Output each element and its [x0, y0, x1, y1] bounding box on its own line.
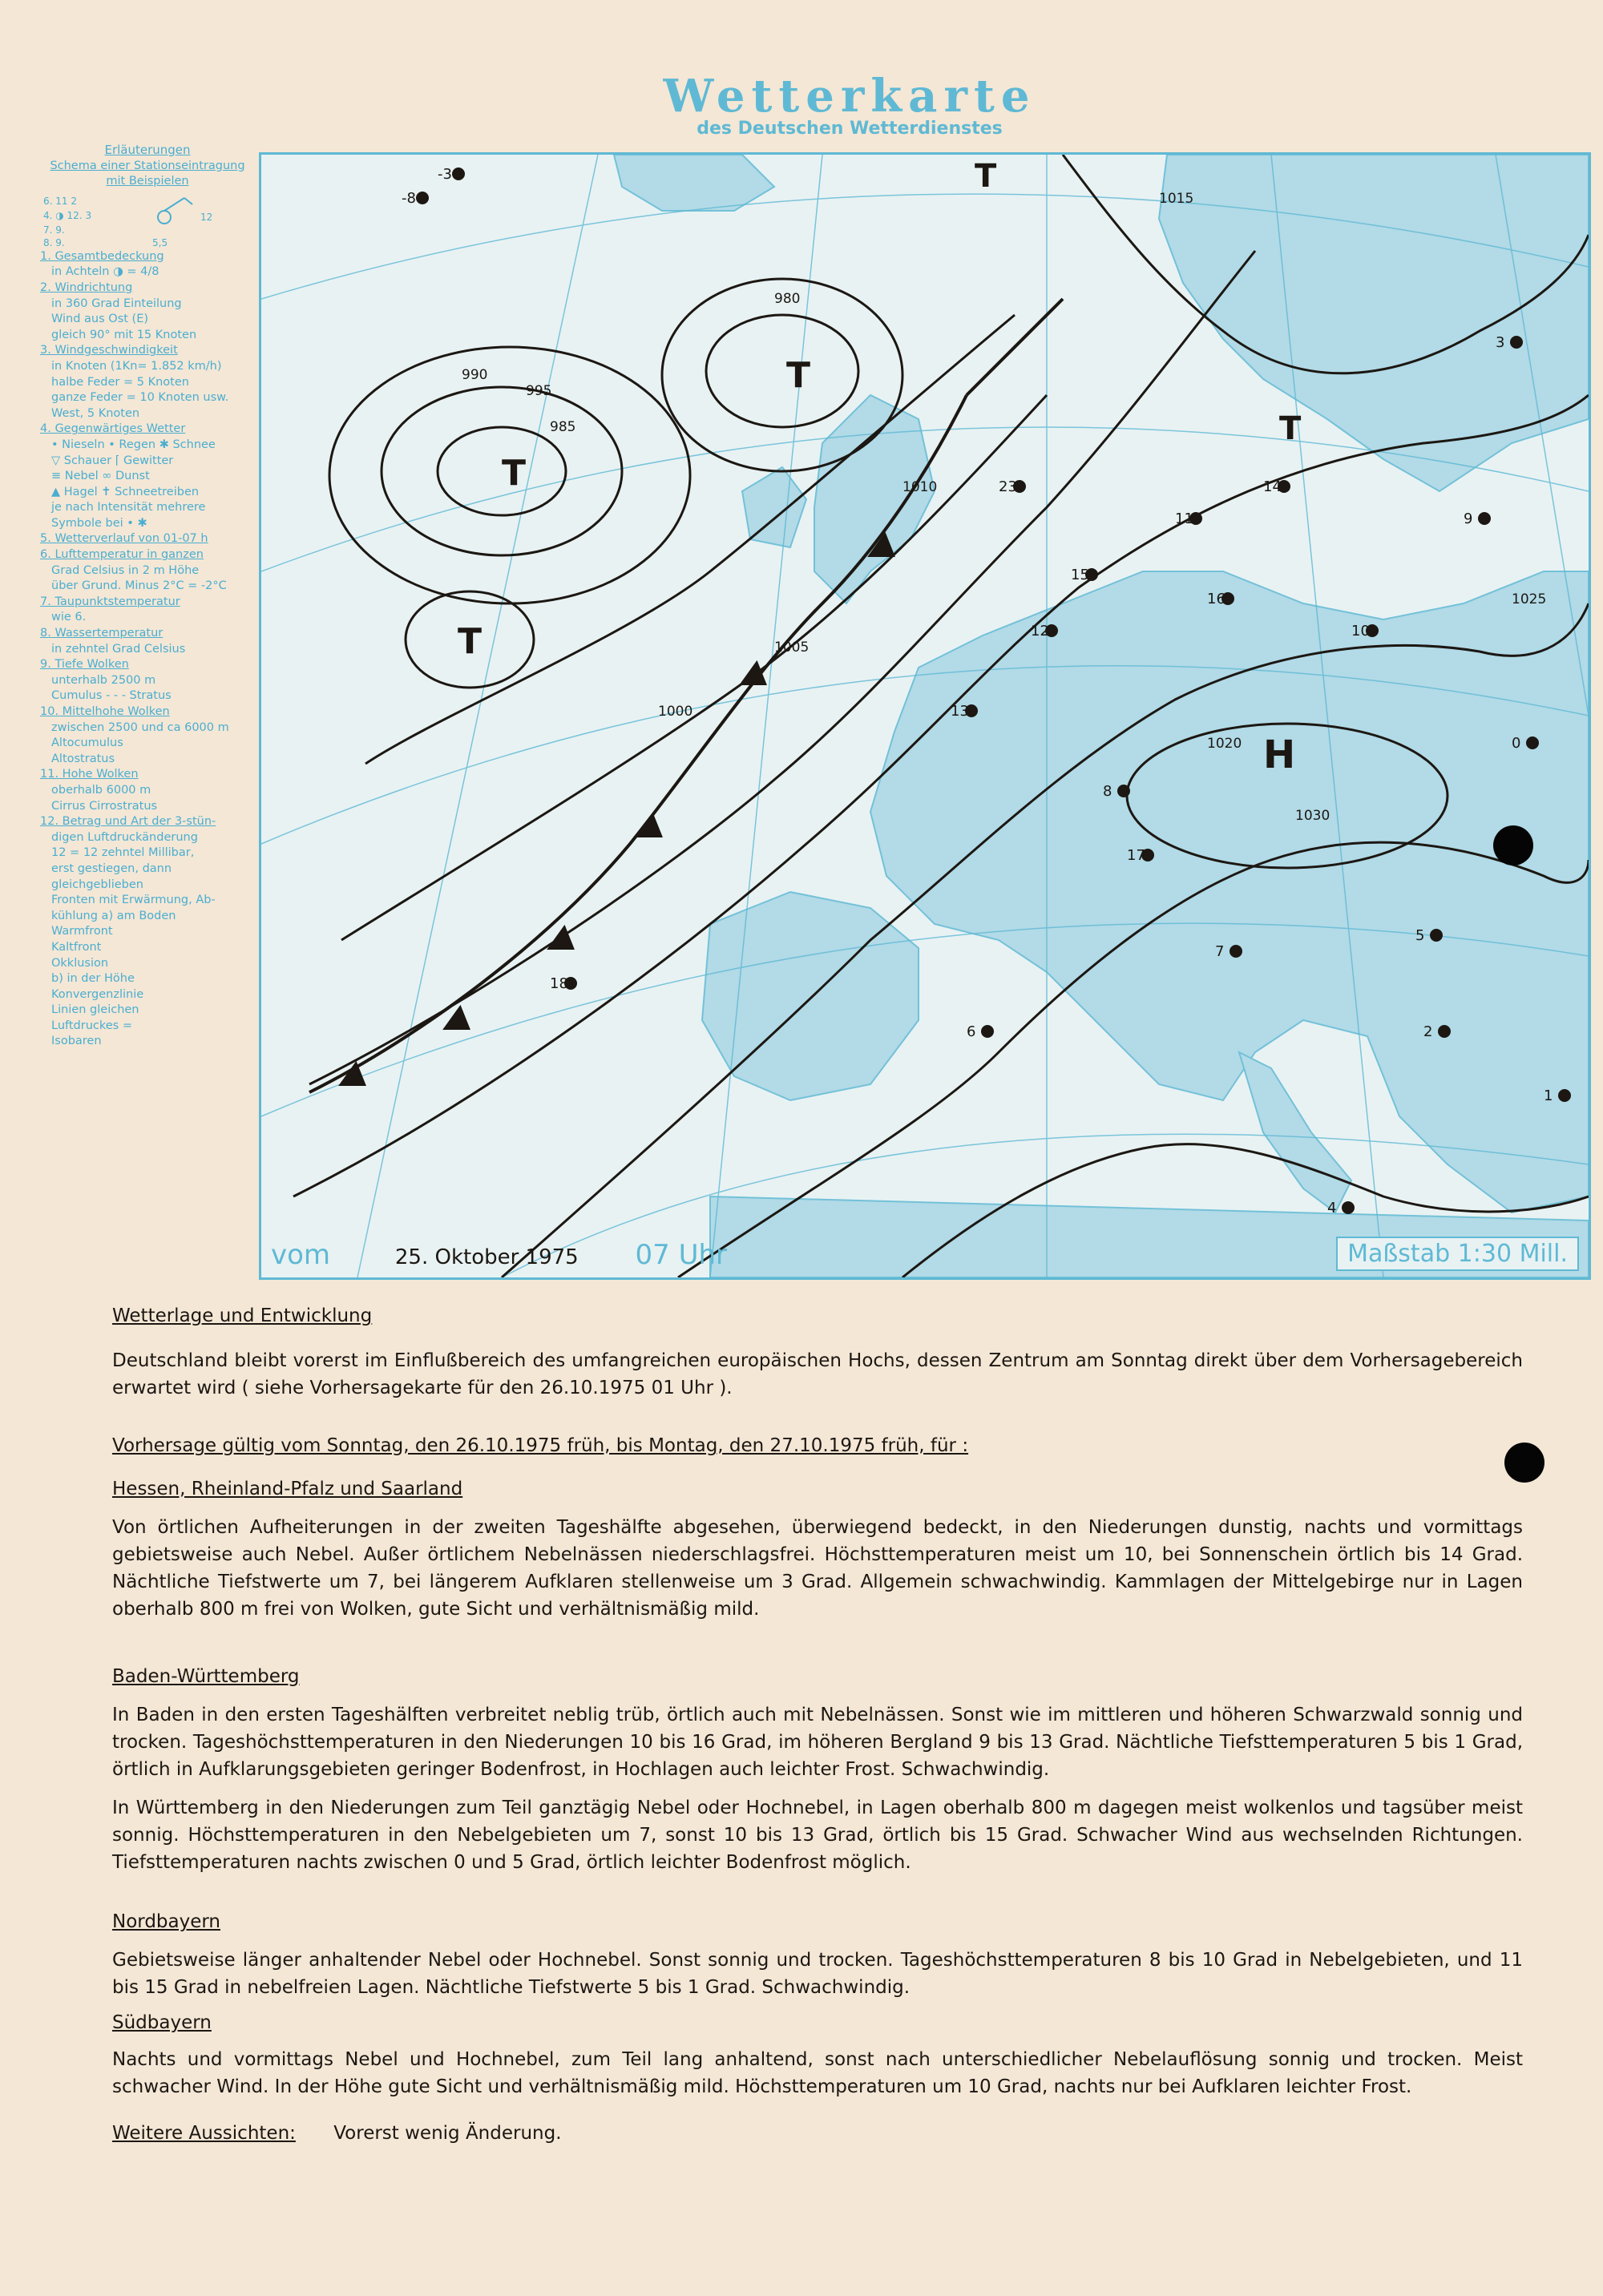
station-value: 2: [1423, 1023, 1433, 1040]
isobar-label: 980: [774, 291, 801, 307]
legend-line: unterhalb 2500 m: [51, 673, 156, 687]
front-symbols: [40, 1050, 255, 1058]
map-date-box: [271, 1239, 727, 1271]
region-body-baden: In Baden in den ersten Tageshälften verbreitet neblig trüb, örtlich auch mit Nebelnässen. Sonst wie im mittleren und höheren Schwarzwald sonnig und trocken. Tageshöchsttemperaturen in den Niederungen 10 bis 16 Grad, im höheren Bergland 9 bis 13 Grad. Nächtliche Tiefsttemperaturen 5 bis 1 Grad, örtlich in Aufklarungsgebieten geringer Bodenfrost, in Hochlagen auch leichter Frost. Schwachwindig.: [112, 1705, 1523, 1780]
legend-line: b) in der Höhe: [51, 972, 135, 986]
legend-line: wie 6.: [51, 611, 87, 624]
legend-subtitle: Schema einer Stationseintragung mit Beispielen: [50, 159, 245, 188]
outlook-label: Weitere Aussichten:: [112, 2123, 296, 2144]
legend-line: in Knoten (1Kn= 1.852 km/h): [51, 359, 222, 373]
outlook-row: [112, 2120, 1523, 2147]
station-value: 12: [1031, 623, 1049, 640]
italy-landmass: [1239, 1052, 1351, 1213]
station-circle-icon: [1526, 736, 1539, 749]
station-value: 8: [1103, 783, 1112, 800]
legend-line: in 360 Grad Einteilung: [51, 297, 182, 310]
isobar-990b: [662, 279, 902, 471]
station-circle-icon: [1510, 336, 1523, 349]
station-circle-icon: [1230, 945, 1242, 958]
legend-line: 7. Taupunktstemperatur: [40, 595, 180, 608]
station-value: 16: [1207, 591, 1225, 607]
station-value: 15: [1071, 567, 1089, 583]
legend-line: Grad Celsius in 2 m Höhe: [51, 563, 200, 577]
legend-line: Kaltfront: [51, 940, 102, 954]
cold-front-triangle: [742, 664, 765, 684]
legend-line: 12. Betrag und Art der 3-stün-: [40, 815, 216, 829]
region-heading-bw: Baden-Württemberg: [112, 1666, 300, 1687]
isobar-label: 1010: [902, 479, 938, 495]
station-circle-icon: [981, 1025, 994, 1038]
legend-line: 3. Windgeschwindigkeit: [40, 344, 178, 357]
legend-line: 9. Tiefe Wolken: [40, 658, 129, 672]
legend-line: ▽ Schauer ⌈ Gewitter: [51, 454, 174, 467]
legend-line: in Achteln ◑ = 4/8: [51, 265, 159, 279]
svg-text:8. 9.: 8. 9.: [43, 236, 65, 248]
high-symbol: H: [1263, 732, 1296, 777]
legend-line: ganze Feder = 10 Knoten usw.: [51, 391, 229, 405]
station-value: 13: [951, 703, 969, 720]
legend-line: ▲ Hagel ✝ Schneetreiben: [51, 485, 200, 498]
wetterlage-body: Deutschland bleibt vorerst im Einflußbereich des umfangreichen europäischen Hochs, dessen Zentrum am Sonntag direkt über dem Vorhersagebereich erwartet wird ( siehe Vorhersagekarte für den 26.10.1975 01 Uhr ).: [112, 1350, 1523, 1398]
legend-line: 12 = 12 zehntel Millibar,: [51, 846, 195, 860]
ireland-landmass: [742, 467, 806, 547]
legend-line: Cumulus - - - Stratus: [51, 689, 172, 703]
region-body-nordbayern: Gebietsweise länger anhaltender Nebel oder Hochnebel. Sonst sonnig und trocken. Tageshöchsttemperaturen 8 bis 10 Grad in Nebelgebieten, und 11 bis 15 Grad in nebelfreien Lagen. Nächtliche Tiefstwerte 5 bis 1 Grad. Schwachwindig.: [112, 1950, 1523, 1998]
station-circle-icon: [1430, 929, 1443, 942]
iceland-landmass: [614, 155, 774, 211]
station-circle-icon: [1117, 785, 1130, 797]
legend-line: Warmfront: [51, 925, 113, 938]
low-symbol: T: [975, 158, 997, 195]
map-subtitle: des Deutschen Wetterdienstes: [697, 119, 1003, 139]
station-circle-icon: [1558, 1089, 1571, 1102]
station-schema-icon: [40, 193, 248, 249]
legend-line: Konvergenzlinie: [51, 987, 144, 1001]
map-title: Wetterkarte: [663, 70, 1036, 123]
station-value: 6: [967, 1023, 976, 1040]
legend-line: digen Luftdruckänderung: [51, 830, 198, 844]
legend-line: oberhalb 6000 m: [51, 783, 151, 797]
legend-line: zwischen 2500 und ca 6000 m: [51, 720, 229, 734]
map-date: 25. Oktober 1975: [394, 1245, 579, 1269]
isobar-label: 1030: [1295, 808, 1330, 824]
svg-text:6. 11 2: 6. 11 2: [43, 195, 77, 207]
low-symbol: T: [458, 621, 483, 662]
forecast-validity-heading: Vorhersage gültig vom Sonntag, den 26.10.1975 früh, bis Montag, den 27.10.1975 früh, für :: [112, 1435, 969, 1456]
legend-line: in zehntel Grad Celsius: [51, 642, 186, 656]
cold-front-triangle: [638, 816, 660, 836]
station-schema-diagram: [40, 193, 255, 249]
legend-line: 8. Wassertemperatur: [40, 627, 164, 640]
region-heading-hessen: Hessen, Rheinland-Pfalz und Saarland: [112, 1479, 463, 1499]
station-value: 14: [1263, 478, 1282, 495]
svg-text:5,5: 5,5: [152, 236, 168, 248]
legend-line: Fronten mit Erwärmung, Ab-: [51, 894, 216, 907]
legend-line: über Grund. Minus 2°C = -2°C: [51, 579, 227, 593]
isobar-label: 995: [526, 383, 552, 399]
weather-map: [259, 152, 1591, 1280]
legend-line: Symbole bei • ✱: [51, 516, 147, 530]
isobar-label: 990: [462, 367, 488, 383]
weather-map-canvas: [261, 155, 1589, 1277]
map-date-prefix: vom: [271, 1239, 331, 1271]
station-value: 0: [1512, 735, 1521, 752]
legend-line: erst gestiegen, dann: [51, 862, 172, 875]
isobar-980: [706, 315, 858, 427]
legend-line: Cirrus Cirrostratus: [51, 799, 158, 813]
section-heading-wetterlage: Wetterlage und Entwicklung: [112, 1305, 373, 1326]
station-value: 10: [1351, 623, 1370, 640]
legend-line: 2. Windrichtung: [40, 280, 133, 294]
isobar-label: 1000: [658, 704, 693, 720]
station-value: 3: [1496, 334, 1505, 351]
legend-line: West, 5 Knoten: [51, 406, 140, 420]
station-value: -8: [402, 190, 416, 207]
legend-line: 10. Mittelhohe Wolken: [40, 705, 170, 718]
station-circle-icon: [1438, 1025, 1451, 1038]
low-symbol: T: [502, 453, 527, 494]
isobar-label: 985: [550, 419, 576, 435]
legend-line: Altocumulus: [51, 736, 123, 750]
legend-line: Wind aus Ost (E): [51, 313, 149, 326]
station-value: 17: [1127, 847, 1145, 864]
land-masses: [614, 155, 1589, 1277]
legend-line: 4. Gegenwärtiges Wetter: [40, 422, 186, 436]
legend-line: gleichgeblieben: [51, 878, 143, 891]
map-time: 07 Uhr: [635, 1239, 728, 1271]
isobar-label: 1015: [1159, 191, 1194, 207]
station-value: -3: [438, 166, 452, 183]
station-value: 7: [1215, 943, 1225, 960]
legend-line: 5. Wetterverlauf von 01-07 h: [40, 532, 208, 546]
forecast-text: [112, 1302, 1523, 2147]
svg-text:7. 9.: 7. 9.: [43, 224, 65, 236]
legend-line: Linien gleichen: [51, 1003, 139, 1017]
isobar-label: 1025: [1512, 591, 1547, 607]
legend-line: 11. Hohe Wolken: [40, 768, 139, 781]
legend-line: 6. Lufttemperatur in ganzen: [40, 548, 204, 562]
station-value: 1: [1544, 1087, 1553, 1104]
low-symbol: T: [786, 355, 811, 396]
legend-line: Luftdruckes =: [51, 1019, 132, 1032]
legend-panel: [40, 143, 255, 1285]
continent-landmass: [870, 571, 1589, 1213]
station-value: 9: [1464, 510, 1473, 527]
isobar-label: 1005: [774, 640, 810, 656]
station-value: 23: [999, 478, 1017, 495]
svg-text:12: 12: [200, 211, 213, 223]
station-value: 5: [1415, 927, 1425, 944]
legend-line: • Nieseln • Regen ✱ Schnee: [51, 438, 216, 451]
outlook-value: Vorerst wenig Änderung.: [333, 2123, 562, 2144]
cold-front-triangle: [446, 1008, 468, 1028]
legend-line: Isobaren: [51, 1035, 102, 1048]
legend-line: kühlung a) am Boden: [51, 909, 176, 922]
station-value: 18: [550, 975, 568, 992]
legend-line: je nach Intensität mehrere: [51, 501, 206, 514]
station-value: 11: [1175, 510, 1193, 527]
station-value: 4: [1327, 1200, 1337, 1217]
region-body-wuerttemberg: In Württemberg in den Niederungen zum Teil ganztägig Nebel oder Hochnebel, in Lagen oberhalb 800 m dagegen meist wolkenlos und tagsüber meist sonnig. Höchsttemperaturen in den Nebelgebieten um 7, sonst 10 bis 13 Grad, örtlich bis 15 Grad. Schwacher Wind aus wechselnden Richtungen. Tiefsttemperaturen nachts zwischen 0 und 5 Grad, örtlich leichter Bodenfrost möglich.: [112, 1798, 1523, 1873]
station-circle-icon: [1478, 512, 1491, 525]
station-circle-icon: [1342, 1201, 1355, 1214]
region-heading-nordbayern: Nordbayern: [112, 1911, 221, 1932]
legend-line: ≡ Nebel ∞ Dunst: [51, 470, 150, 483]
legend-line: halbe Feder = 5 Knoten: [51, 375, 189, 389]
svg-text:4. ◑ 12. 3: 4. ◑ 12. 3: [43, 209, 92, 221]
region-heading-suedbayern: Südbayern: [112, 2012, 212, 2033]
legend-line: Okklusion: [51, 956, 109, 970]
station-circle-icon: [416, 192, 429, 204]
scandinavia-landmass: [1159, 155, 1589, 491]
low-symbol: T: [1279, 410, 1302, 447]
punch-hole: [1493, 825, 1533, 866]
region-body-hessen: Von örtlichen Aufheiterungen in der zweiten Tageshälfte abgesehen, überwiegend bedeckt, in den Niederungen dunstig, nachts und vormittags gebietsweise auch Nebel. Außer örtlichem Nebelnässen niederschlagsfrei. Höchsttemperaturen meist um 10, bei Sonnenschein örtlich bis 14 Grad. Nächtliche Tiefstwerte um 7, bei längerem Aufklaren stellenweise um 3 Grad. Allgemein schwachwindig. Kammlagen der Mittelgebirge nur in Lagen oberhalb 800 m frei von Wolken, gute Sicht und verhältnismäßig mild.: [112, 1517, 1523, 1620]
legend-line: gleich 90° mit 15 Knoten: [51, 328, 197, 341]
legend-line: Altostratus: [51, 752, 115, 765]
region-body-suedbayern: Nachts und vormittags Nebel und Hochnebel, zum Teil lang anhaltend, sonst nach unterschiedlicher Nebelauflösung sonnig und trocken. Meist schwacher Wind. In der Höhe gute Sicht und verhältnismäßig mild. Höchsttemperaturen um 10 Grad, nachts nur bei Aufklaren leichter Frost.: [112, 2049, 1523, 2097]
occlusion-front: [967, 299, 1063, 395]
station-circle-icon: [452, 167, 465, 180]
legend-title: Erläuterungen: [104, 143, 191, 157]
map-scale: Maßstab 1:30 Mill.: [1336, 1237, 1579, 1271]
isobar-label: 1020: [1207, 736, 1242, 752]
legend-line: 1. Gesamtbedeckung: [40, 249, 164, 263]
